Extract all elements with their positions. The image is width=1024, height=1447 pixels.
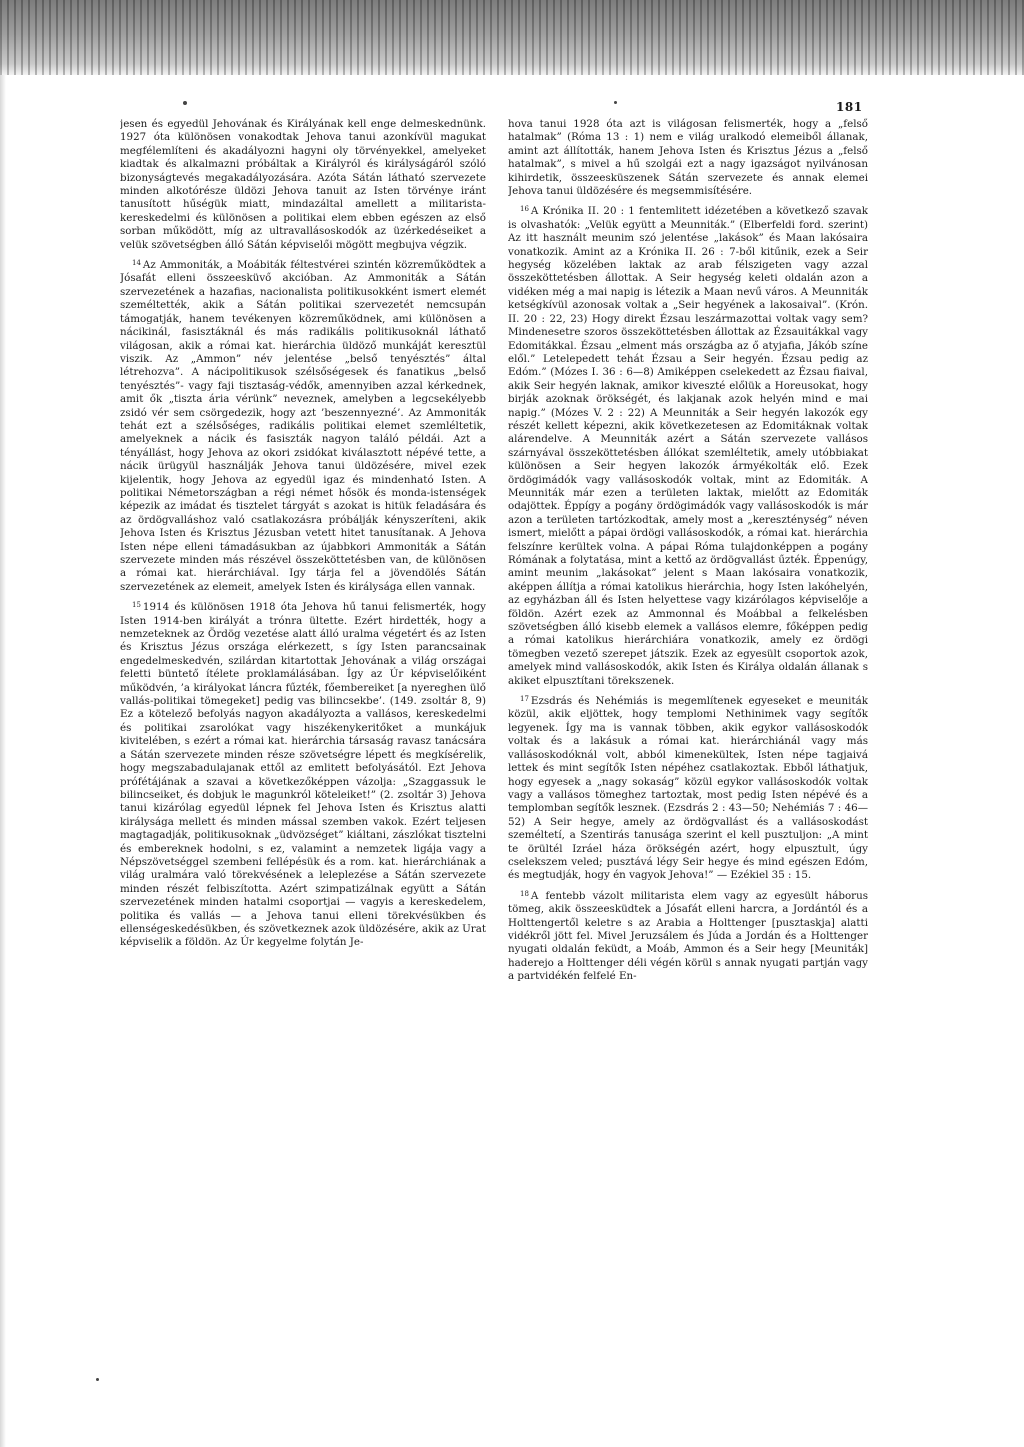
paragraph-text: hova tanui 1928 óta azt is világosan felismerték, hogy a „felső hatalmak” (Róma 13 : 1) nem e világ uralkodó elemeiből állanak, amint azt állították, hanem Jehova Isten és Krisztus Jézus a „felső hatalmak”, s mivel a hű szolgái ezt a nagy igazságot nyilvánosan kihirdetik, összeesküszenek Sátán szervezete és annak elemei Jehova tanui üldözésére és megsemmisítésére. <box>508 118 868 198</box>
paragraph-16 <box>508 203 868 688</box>
paragraph-left-1 <box>120 118 486 252</box>
footnote-marker: 17 <box>520 695 529 704</box>
paragraph-text: A Krónika II. 20 : 1 fentemlitett idézetében a következő szavak is olvashatók: „Velük együtt a Meunniták.” (Elberfeldi ford. szerint) Az itt használt meunim szó jelentése „lakások” és Maan lakósaira vonatkozik. Amint az a Krónika II. 26 : 7-ből kitűnik, ezek a Seir hegység közelében laktak az arab félszigeten vagy azzal összeköttetésben állottak. A Seir hegység keleti oldalán azon a vidéken még a mai napig is létezik a Maan nevű város. A Meunniták ketségkívül azonosak voltak a „Seir hegyének a lakosaival”. (Krón. II. 20 : 22, 23) Hogy direkt Ézsau leszármazottai voltak vagy sem? Mindenesetre szoros összeköttetésben állottak az Ézsauitákkal vagy Edomitákkal. Ézsau „elment más országba az ő atyjafia, Jákób színe elől.” Letelepedett tehát Ézsau a Seir hegyén. Ézsau pedig az Edóm.” (Mózes I. 36 : 6—8) Amiképpen cselekedett az Ézsau fiaival, akik Seir hegyén laknak, amikor kiveszté előlük a Horeusokat, hogy birják azoknak örökségét, és lakjanak azok helyén mind e mai napig.” (Mózes V. 2 : 22) A Meunniták a Seir hegyén lakozók egy részét kellett képezni, akik következetesen az Edomitáknak voltak alárendelve. A Meunniták azért a Sátán szervezete vallásos szárnyával összeköttetésben állókat szemléltetik, amely utóbbiakat különösen a Seir hegyen lakozók ármyékolták elő. Ezek ördögimádók vagy vallásoskodók voltak, mint az Edomiták. A Meunniták már ezen a területen laktak, mielőtt az Edomiták odajöttek. Éppígy a pogány ördögimádók vagy vallásoskodók is már azon a területen tartózkodtak, amely most a „kereszténység” néven ismert, mielőtt a pápai ördögi vallásoskodók, a római kat. hierárchia felszínre kerültek volna. A pápai Róma tulajdonképpen a pogány Rómának a folytatása, mint a kettő az ördögvallást űzték. Éppenúgy, amint meunim „lakásokat” jelent s Maan lakósaira vonatkozik, aképpen állítja a római katolikus hierárchia, hogy Isten lakóhelyén, az egyházban áll és Isten helyettese vagy kizárólagos képviselője a földön. Azért ezek az Ammonnal és Moábbal a felkelésben szövetségben álló kisebb elemek a vallásos elemre, főképpen pedig a római katolikus hierárchiára vonatkozik, amely ez ördögi tömegben vezető szerepet játszik. Ezek az egyesült csoportok azok, amelyek mind vallásoskodók, akik Isten és Királya oldalán állanak s akiket elpusztítani törekszenek. <box>508 205 868 687</box>
page-number: 181 <box>836 100 863 114</box>
paragraph-15 <box>120 599 486 950</box>
footnote-marker: 16 <box>520 205 529 214</box>
paragraph-text: 1914 és különösen 1918 óta Jehova hű tanui felismerték, hogy Isten 1914-ben királyát a trónra ültette. Ezért hirdették, hogy a nemzeteknek az Ördög vezetése alatt álló uralma végetért és az Isten és Krisztus Jézus országa elérkezett, s így Isten parancsainak engedelmeskedvén, szilárdan kitartottak Jehovának a világ országai feletti büntető ítélete proklamálásában. Így az Úr képviselőiként működvén, ’a királyokat láncra fűzték, főembereiket [a nyereghen ülő vallás-politikai tömegeket] pedig vas bilincsekbe’. (149. zsoltár 8, 9) Ez a kötelező befolyás nagyon akadályozta a vallásos, kereskedelmi és politikai zsarolókat vagy hiszékenykeritőket a munkájuk kivitelében, s ezért a római kat. hierárchia társaság ravasz tanácsára a Sátán szervezete minden része szövetségre lépett és megkísérelik, hogy megszabadulajanak ettől az emlitett befolyásától. Ezt Jehova prófétájának a szavai a következőképpen vázolja: „Szaggassuk le bilincseiket, és dobjuk le magunkról köteleiket!” (2. zsoltár 3) Jehova tanui kizárólag egyedül lépnek fel Jehova Isten és Krisztus alatti királysága mellett és minden mással szemben vakok. Ezért teljesen magtagadják, politikusoknak „üdvözséget” kiáltani, zászlókat tisztelni és embereknek hodolni, s ez, valamint a nemzetek ligája vagy a Népszövetséggel szembeni fellépésük és a rom. kat. hierárchiának a világ uralmára való törekvésének a leleplezése a Sátán szervezete minden részét felbiszította. Azért szimpatizálnak együtt a Sátán szervezetének minden hatalmi csoportjai — vagyis a kereskedelem, politika és vallás — a Jehova tanui elleni törekvésükben és ellenségeskedésükben, és szövetkeznek azok üldözésére, akik az Urat képviselik a földön. Az Úr kegyelme folytán Je- <box>120 601 486 949</box>
paragraph-text: Ezsdrás és Nehémiás is megemlítenek egyeseket e meuniták közül, akik eljöttek, hogy templomi Nethinimek vagy segítők legyenek. Így ma is vannak többen, akik egykor vallásoskodók voltak és a lakásuk a római kat. hierárchiánál vagy más vallásoskodóknál volt, abból kimenekültek, Isten népe tagjaivá lettek és mint segítők Isten népéhez csatlakoztak. Ebből láthatjuk, hogy egyesek a „nagy sokaság” közül egykor vallásoskodók voltak vagy a vallásos tömeghez tartoztak, most pedig Isten népévé és a templomban segítők lesznek. (Ezsdrás 2 : 43—50; Nehémiás 7 : 46—52) A Seir hegye, amely az ördögvallást és a vallásoskodást személtetí, a Szentirás tanusága szerint el kell pusztuljon: „A mint te örültél Izráel háza örökségén azért, hogy elpusztult, úgy cselekszem veled; pusztává légy Seir hegye és mind egészen Edóm, és megtudják, hogy én vagyok Jehova!” — Ezékiel 35 : 15. <box>508 695 868 882</box>
paragraph-right-1 <box>508 118 868 198</box>
footnote-marker: 18 <box>520 889 529 898</box>
footnote-marker: 15 <box>132 601 141 610</box>
footnote-marker: 14 <box>132 259 141 268</box>
scan-shadow-top <box>0 0 1024 75</box>
paragraph-text: A fentebb vázolt militarista elem vagy az egyesült háborus tömeg, akik összeesküdtek a Jósafát elleni harcra, a Jordántól és a Holttengertől keletre s az Arabia a Holttenger [pusztaskja] alatti vidékről jött fel. Mivel Jeruzsálem és Júda a Jordán és a Holttenger nyugati oldalán feküdt, a Moáb, Ammon és a Seir hegy [Meuniták] haderejo a Holttenger déli végén körül s annak nyugati partján vagy a partvidékén felfelé En- <box>508 889 868 983</box>
paragraph-text: Az Ammoniták, a Moábiták féltestvérei szintén közreműködtek a Jósafát elleni összeesküvő akcióban. Az Ammoniták a Sátán szervezetének a hazafias, nacionalista politikusokként ismert elemét személtették, akik a Sátán politikai szervezetét nemcsupán támogatják, hanem tevékenyen közreműködnek, ami különösen a nácikinál, fasisztáknál és más radikális politikusoknál láthatő világosan, akik a római kat. hierárchia üldöző munkáját keresztül viszik. Az „Ammon” név jelentése „belső tenyésztés” által létrehozva”. A nácipolitikusok szélsőségesek és fanatikus „belső tenyésztés”- vagy faji tisztaság-védők, amennyiben azzal kérkednek, amit ők „tiszta ária vérünk” neveznek, amelyben a legcsekélyebb zsidó vér sem csörgedezik, hogy azt ’beszennyezné’. Az Ammoniták tehát ezt a szélsőséges, radikális politikai elemet szemléltetik, amelyeknek a nácik és fasiszták nagyon találó példái. Azt a tényállást, hogy Jehova az okori zsidókat kiválasztott népévé tette, a nácik ürügyül használják Jehova tanui üldözésére, mivel ezek kijelentik, hogy Jehova az egyedül igaz és mindenható Isten. A politikai Németországban a régi német hősök és monda-istenségek képezik az imádat és tisztelet tárgyát s azokat is hitük feladására és az ördögvalláshoz való csatlakozásra próbálják kényszeríteni, akik Jehova Isten és Krisztus Jézusban vetett hitet tanusítanak. A Jehova Isten népe elleni támadásukban az újabbkori Ammoniták a Sátán szervezete minden más részével összeköttetésben van, de különösen a római kat. hierárchiával. Igy tárja fel a jövendölés Sátán szervezetének az elemeit, amelyek Isten és királysága ellen vannak. <box>120 259 486 593</box>
margin-dot-center <box>614 101 617 104</box>
paragraph-text: jesen és egyedül Jehovának és Királyának kell enge delmeskednünk. 1927 óta különösen vonakodtak Jehova tanui azonkívül magukat megfélemlíteni és akadályozni hagyni oly törvényekkel, amelyeket kiadtak és alkalmazni próbáltak a Királyról és királyságáról szóló bizonyságtevés megakadályozására. Azóta Sátán látható szervezete minden alkotórésze üldözi Jehova tanuit az Isten törvénye iránt tanusított hűségük miatt, mindazáltal amellett a militarista-kereskedelmi és különösen a politikai elem ebben egészen az első sorban működött, míg az ultravallásoskodók az üzérkedéseiket a velük szövetségben álló Sátán képviselői mögött megbujva végzik. <box>120 118 486 251</box>
paragraph-18 <box>508 888 868 984</box>
paragraph-17 <box>508 693 868 883</box>
margin-dot-top <box>183 101 187 105</box>
left-column <box>120 118 486 1408</box>
scan-shadow-left <box>0 75 6 1447</box>
paragraph-14 <box>120 257 486 594</box>
right-column <box>508 118 868 1408</box>
margin-mark-bottom-left <box>96 1378 99 1381</box>
